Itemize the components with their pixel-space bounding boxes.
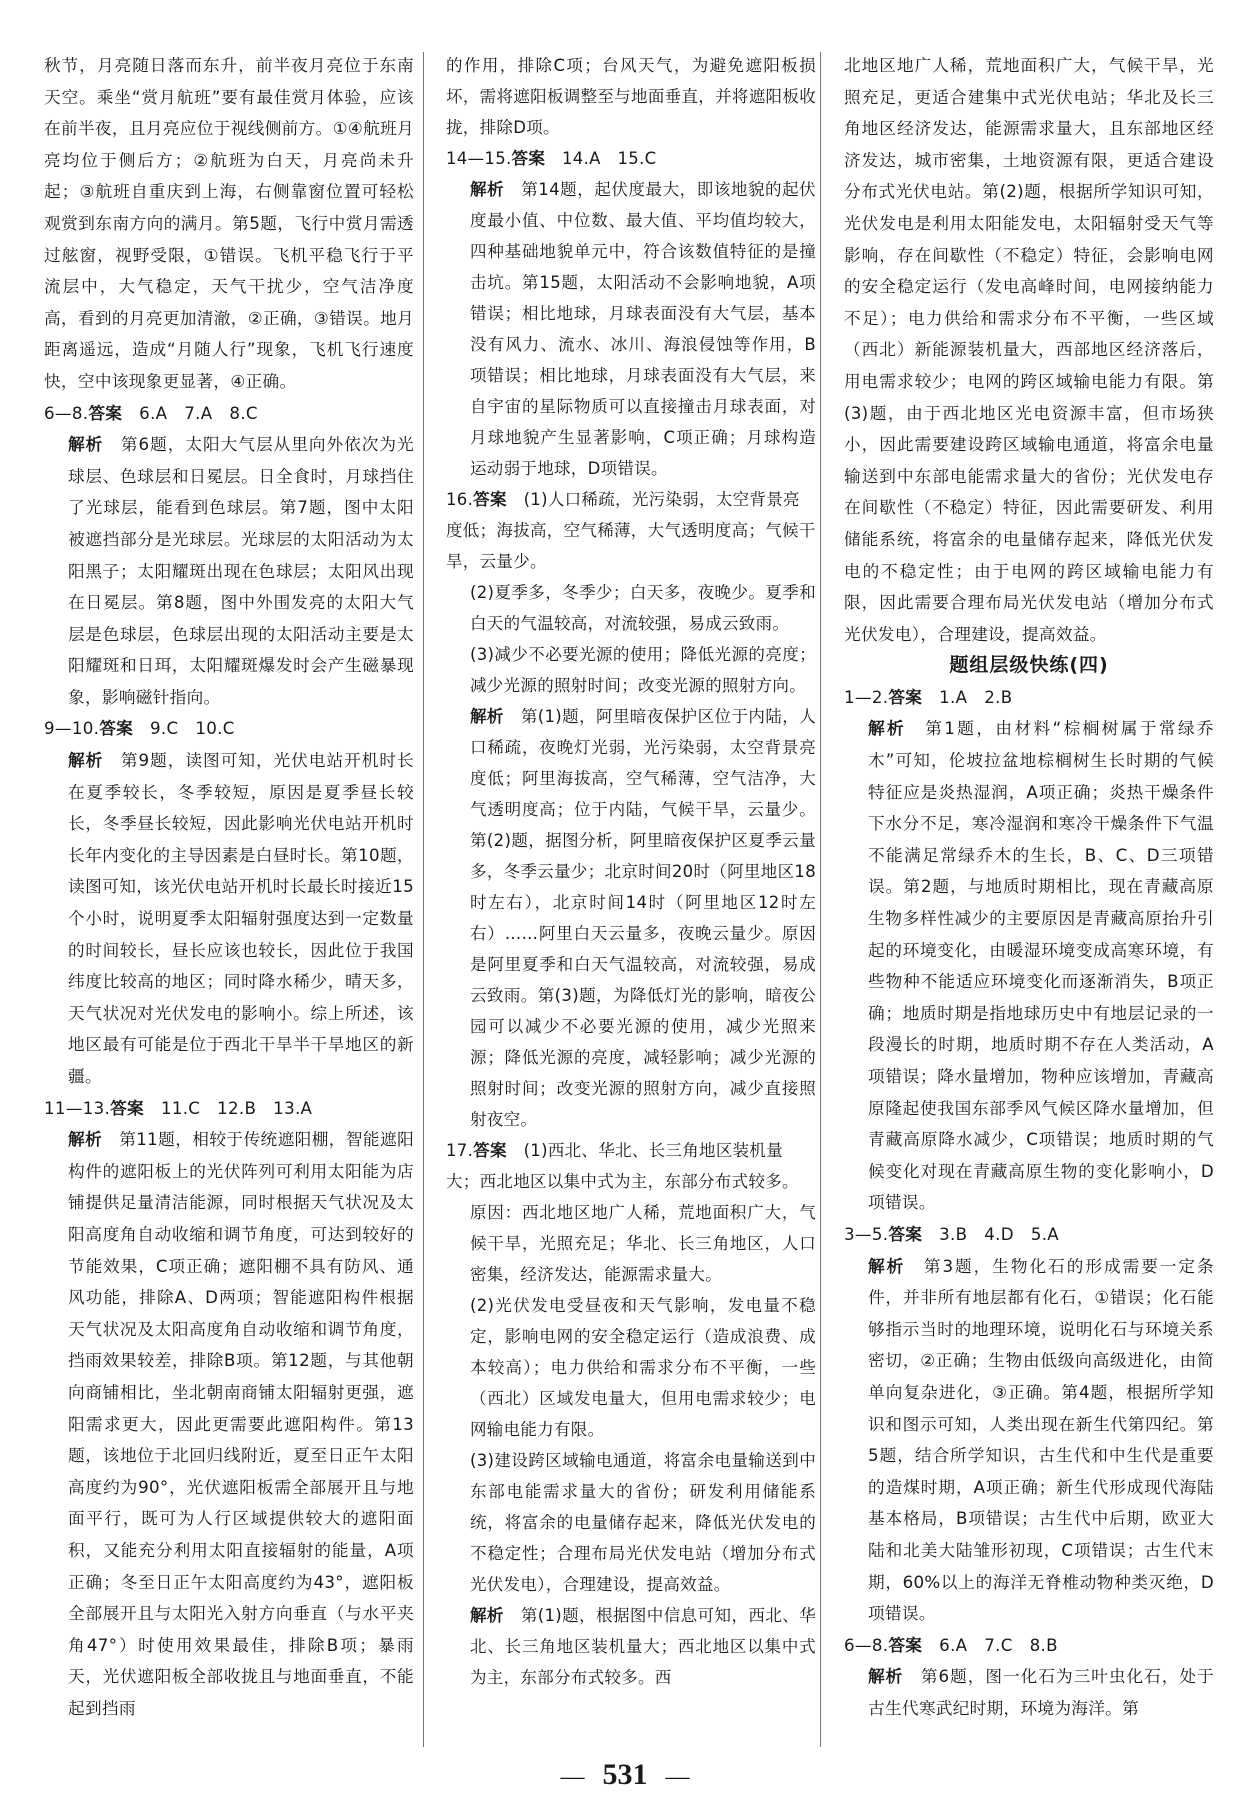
- analysis-paragraph: [844, 1251, 1214, 1630]
- answer-text: 9.C 10.C: [150, 719, 235, 739]
- analysis-label: 解析: [868, 719, 907, 739]
- analysis-paragraph: [446, 174, 816, 484]
- question-range: 11—13.: [44, 1098, 111, 1118]
- answer-label: 答案: [473, 1141, 507, 1160]
- question-range: 9—10.: [44, 719, 100, 739]
- analysis-paragraph: [44, 429, 414, 713]
- answer-text: 6.A 7.A 8.C: [139, 403, 258, 423]
- analysis-label: 解析: [470, 707, 504, 726]
- answer-label: 答案: [888, 1635, 923, 1655]
- body-paragraph: 秋节，月亮随日落而东升，前半夜月亮位于东南天空。乘坐“赏月航班”要有最佳赏月体验，应该在前半夜，且月亮应位于视线侧前方。①④航班月亮均位于侧后方；②航班为白天，月亮尚未升起；③航班自重庆到上海，右侧靠窗位置可轻松观赏到东南方向的满月。第5题，飞行中赏月需透过舷窗，视野受限，①错误。飞机平稳飞行于平流层中，大气稳定，天气干扰少，空气洁净度高，看到的月亮更加清澈，②正确，③错误。地月距离遥远，造成“月随人行”现象，飞机飞行速度快，空中该现象更显著，④正确。: [44, 56, 414, 391]
- question-range: 3—5.: [844, 1224, 889, 1244]
- analysis-paragraph: [446, 1600, 816, 1693]
- analysis-paragraph: [844, 1661, 1214, 1724]
- answer-label: 答案: [511, 149, 546, 168]
- analysis-paragraph: [446, 701, 816, 1135]
- analysis-text: 第6题，图一化石为三叶虫化石，处于古生代寒武纪时期，环境为海洋。第: [868, 1667, 1214, 1718]
- question-range: 6—8.: [844, 1635, 889, 1655]
- answer-line: [446, 1135, 816, 1197]
- analysis-label: 解析: [68, 1130, 103, 1150]
- analysis-text: 第(1)题，根据图中信息可知，西北、华北、长三角地区装机量大；西北地区以集中式为主，东部分布式较多。西: [470, 1606, 816, 1687]
- question-range: 17.: [446, 1141, 474, 1160]
- analysis-paragraph: [44, 745, 414, 1093]
- answer-paragraph: (2)光伏发电受昼夜和天气影响，发电量不稳定，影响电网的安全稳定运行（造成浪费、成本较高）；电力供给和需求分布不平衡，一些（西北）区域发电量大，但用电需求较少；电网输电能力有限。: [470, 1296, 816, 1439]
- analysis-text: 第3题，生物化石的形成需要一定条件，并非所有地层都有化石，①错误；化石能够指示当时的地理环境，说明化石与环境关系密切，②正确；生物由低级向高级进化，由简单向复杂进化，③正确。第4题，根据所学知识和图示可知，人类出现在新生代第四纪。第5题，结合所学知识，古生代和中生代是重要的造煤时期，A项正确；新生代形成现代海陆基本格局，B项错误；古生代中后期，欧亚大陆和北美大陆雏形初现，C项错误；古生代末期，60%以上的海洋无脊椎动物种类灭绝，D项错误。: [868, 1256, 1214, 1624]
- answer-line: [446, 484, 816, 577]
- answer-label: 答案: [110, 1098, 144, 1118]
- analysis-label: 解析: [868, 1256, 906, 1276]
- text-column-1: [44, 50, 414, 1724]
- answer-line: [44, 713, 414, 745]
- answer-text: 14.A 15.C: [561, 149, 657, 168]
- text-column-3: [844, 50, 1214, 1724]
- answer-line: [44, 398, 414, 430]
- analysis-paragraph: [44, 1124, 414, 1724]
- question-range: 14—15.: [446, 149, 512, 168]
- answer-line: [844, 1219, 1214, 1251]
- analysis-text: 第9题，读图可知，光伏电站开机时长在夏季较长，冬季较短，原因是夏季昼长较长，冬季昼长较短，因此影响光伏电站开机时长年内变化的主导因素是白昼时长。第10题，读图可知，该光伏电站开机时长最长时接近15个小时，说明夏季太阳辐射强度达到一定数量的时间较长，昼长应该也较长，因此位于我国纬度比较高的地区；同时降水稀少，晴天多，天气状况对光伏发电的影响小。综上所述，该地区最有可能是位于西北干旱半干旱地区的新疆。: [68, 751, 414, 1086]
- question-range: 6—8.: [44, 403, 89, 423]
- answer-paragraph: (3)减少不必要光源的使用；降低光源的亮度；减少光源的照射时间；改变光源的照射方向。: [470, 645, 816, 695]
- column-divider-2: [820, 52, 821, 1747]
- analysis-label: 解析: [470, 180, 505, 199]
- section-title: 题组层级快练(四): [949, 654, 1109, 677]
- analysis-label: 解析: [68, 751, 104, 771]
- page-number: — 531 —: [560, 1758, 690, 1791]
- answer-label: 答案: [888, 687, 923, 707]
- text-column-2: [446, 50, 816, 1693]
- answer-label: 答案: [88, 403, 123, 423]
- answer-line: [44, 1093, 414, 1125]
- answer-text: 6.A 7.C 8.B: [939, 1635, 1058, 1655]
- answer-text: 3.B 4.D 5.A: [939, 1224, 1059, 1244]
- answer-label: 答案: [473, 490, 507, 509]
- analysis-text: 第1题，由材料“棕榈树属于常绿乔木”可知，伦坡拉盆地棕榈树生长时期的气候特征应是炎热湿润，A项正确；炎热干燥条件下水分不足，寒冷湿润和寒冷干燥条件下气温不能满足常绿乔木的生长，B、C、D三项错误。第2题，与地质时期相比，现在青藏高原生物多样性减少的主要原因是青藏高原抬升引起的环境变化，由暖湿环境变成高寒环境，有些物种不能适应环境变化而逐渐消失，B项正确；地质时期是指地球历史中有地层记录的一段漫长的时期，地质时期不存在人类活动，A项错误；降水量增加，物种应该增加，青藏高原隆起使我国东部季风气候区降水量增加，但青藏高原降水减少，C项错误；地质时期的气候变化对现在青藏高原生物的变化影响小，D项错误。: [868, 719, 1214, 1213]
- analysis-label: 解析: [470, 1606, 504, 1625]
- column-divider-1: [423, 52, 424, 1747]
- question-range: 16.: [446, 490, 474, 509]
- analysis-text: 第6题，太阳大气层从里向外依次为光球层、色球层和日冕层。日全食时，月球挡住了光球层，能看到色球层。第7题，图中太阳被遮挡部分是光球层。光球层的太阳活动为太阳黑子；太阳耀斑出现在色球层；太阳风出现在日冕层。第8题，图中外围发亮的太阳大气层是色球层，色球层出现的太阳活动主要是太阳耀斑和日珥，太阳耀斑爆发时会产生磁暴现象，影响磁针指向。: [68, 435, 414, 707]
- answer-text: 1.A 2.B: [939, 687, 1013, 707]
- analysis-label: 解析: [868, 1667, 904, 1687]
- analysis-label: 解析: [68, 435, 104, 455]
- question-range: 1—2.: [844, 687, 889, 707]
- body-paragraph: 的作用，排除C项；台风天气，为避免遮阳板损坏，需将遮阳板调整至与地面垂直，并将遮阳板收拢，排除D项。: [446, 56, 816, 137]
- answer-paragraph: 原因：西北地区地广人稀，荒地面积广大，气候干旱，光照充足；华北、长三角地区，人口密集，经济发达，能源需求量大。: [470, 1203, 816, 1284]
- body-paragraph: 北地区地广人稀，荒地面积广大，气候干旱，光照充足，更适合建集中式光伏电站；华北及长三角地区经济发达，能源需求量大，且东部地区经济发达，城市密集，土地资源有限，更适合建设分布式光伏电站。第(2)题，根据所学知识可知，光伏发电是利用太阳能发电，太阳辐射受天气等影响，存在间歇性（不稳定）特征，会影响电网的安全稳定运行（发电高峰时间，电网接纳能力不足）；电力供给和需求分布不平衡，一些区域（西北）新能源装机量大，西部地区经济落后，用电需求较少；电网的跨区域输电能力有限。第(3)题，由于西北地区光电资源丰富，但市场狭小，因此需要建设跨区域输电通道，将富余电量输送到中东部电能需求量大的省份；光伏发电存在间歇性（不稳定）特征，因此需要研发、利用储能系统，将富余的电量储存起来，降低光伏发电的不稳定性；由于电网的跨区域输电能力有限，因此需要合理布局光伏发电站（增加分布式光伏发电），合理建设，提高效益。: [844, 56, 1214, 644]
- answer-paragraph: (2)夏季多，冬季少；白天多，夜晚少。夏季和白天的气温较高，对流较强，易成云致雨。: [470, 583, 816, 633]
- answer-label: 答案: [99, 719, 134, 739]
- answer-line: [844, 1630, 1214, 1662]
- answer-line: [446, 143, 816, 174]
- analysis-text: 第14题，起伏度最大，即该地貌的起伏度最小值、中位数、最大值、平均值均较大，四种基础地貌单元中，符合该数值特征的是撞击坑。第15题，太阳活动不会影响地貌，A项错误；相比地球，月球表面没有大气层，基本没有风力、流水、冰川、海浪侵蚀等作用，B项错误；相比地球，月球表面没有大气层，来自宇宙的星际物质可以直接撞击月球表面，对月球地貌产生显著影响，C项正确；月球构造运动弱于地球，D项错误。: [470, 180, 816, 478]
- answer-label: 答案: [888, 1224, 923, 1244]
- answer-paragraph: (3)建设跨区域输电通道，将富余电量输送到中东部电能需求量大的省份；研发利用储能系统，将富余的电量储存起来，降低光伏发电的不稳定性；合理布局光伏发电站（增加分布式光伏发电），合理建设，提高效益。: [470, 1451, 816, 1594]
- answer-line: [844, 682, 1214, 714]
- analysis-paragraph: [844, 713, 1214, 1219]
- analysis-text: 第(1)题，阿里暗夜保护区位于内陆，人口稀疏，夜晚灯光弱，光污染弱，太空背景亮度低；阿里海拔高，空气稀薄，空气洁净，大气透明度高；位于内陆，气候干旱，云量少。第(2)题，据图分析，阿里暗夜保护区夏季云量多，冬季云量少；北京时间20时（阿里地区18时左右），北京时间14时（阿里地区12时左右）……阿里白天云量多，夜晚云量少。原因是阿里夏季和白天气温较高，对流较强，易成云致雨。第(3)题，为降低灯光的影响，暗夜公园可以减少不必要光源的使用，减少光照来源；降低光源的亮度，减轻影响；减少光源的照射时间；改变光源的照射方向，减少直接照射夜空。: [470, 707, 816, 1129]
- analysis-text: 第11题，相较于传统遮阳棚，智能遮阳构件的遮阳板上的光伏阵列可利用太阳能为店铺提供足量清洁能源，同时根据天气状况及太阳高度角自动收缩和调节角度，可达到较好的节能效果，C项正确；遮阳棚不具有防风、通风功能，排除A、D两项；智能遮阳构件根据天气状况及太阳高度角自动收缩和调节角度，挡雨效果较差，排除B项。第12题，与其他朝向商铺相比，坐北朝南商铺太阳辐射更强，遮阳需求更大，因此更需要此遮阳构件。第13题，该地位于北回归线附近，夏至日正午太阳高度约为90°，光伏遮阳板需全部展开且与地面平行，既可为人行区域提供较大的遮阳面积，又能充分利用太阳直接辐射的能量，A项正确；冬至日正午太阳高度约为43°，遮阳板全部展开且与太阳光入射方向垂直（与水平夹角47°）时使用效果最佳，排除B项；暴雨天，光伏遮阳板全部收拢且与地面垂直，不能起到挡雨: [68, 1130, 415, 1718]
- answer-text: (1)西北、华北、长三角地区装机量大；西北地区以集中式为主，东部分布式较多。: [446, 1141, 799, 1191]
- answer-text: (1)人口稀疏，光污染弱，太空背景亮度低；海拔高，空气稀薄，大气透明度高；气候干旱，云量少。: [446, 490, 816, 571]
- answer-text: 11.C 12.B 13.A: [160, 1098, 313, 1118]
